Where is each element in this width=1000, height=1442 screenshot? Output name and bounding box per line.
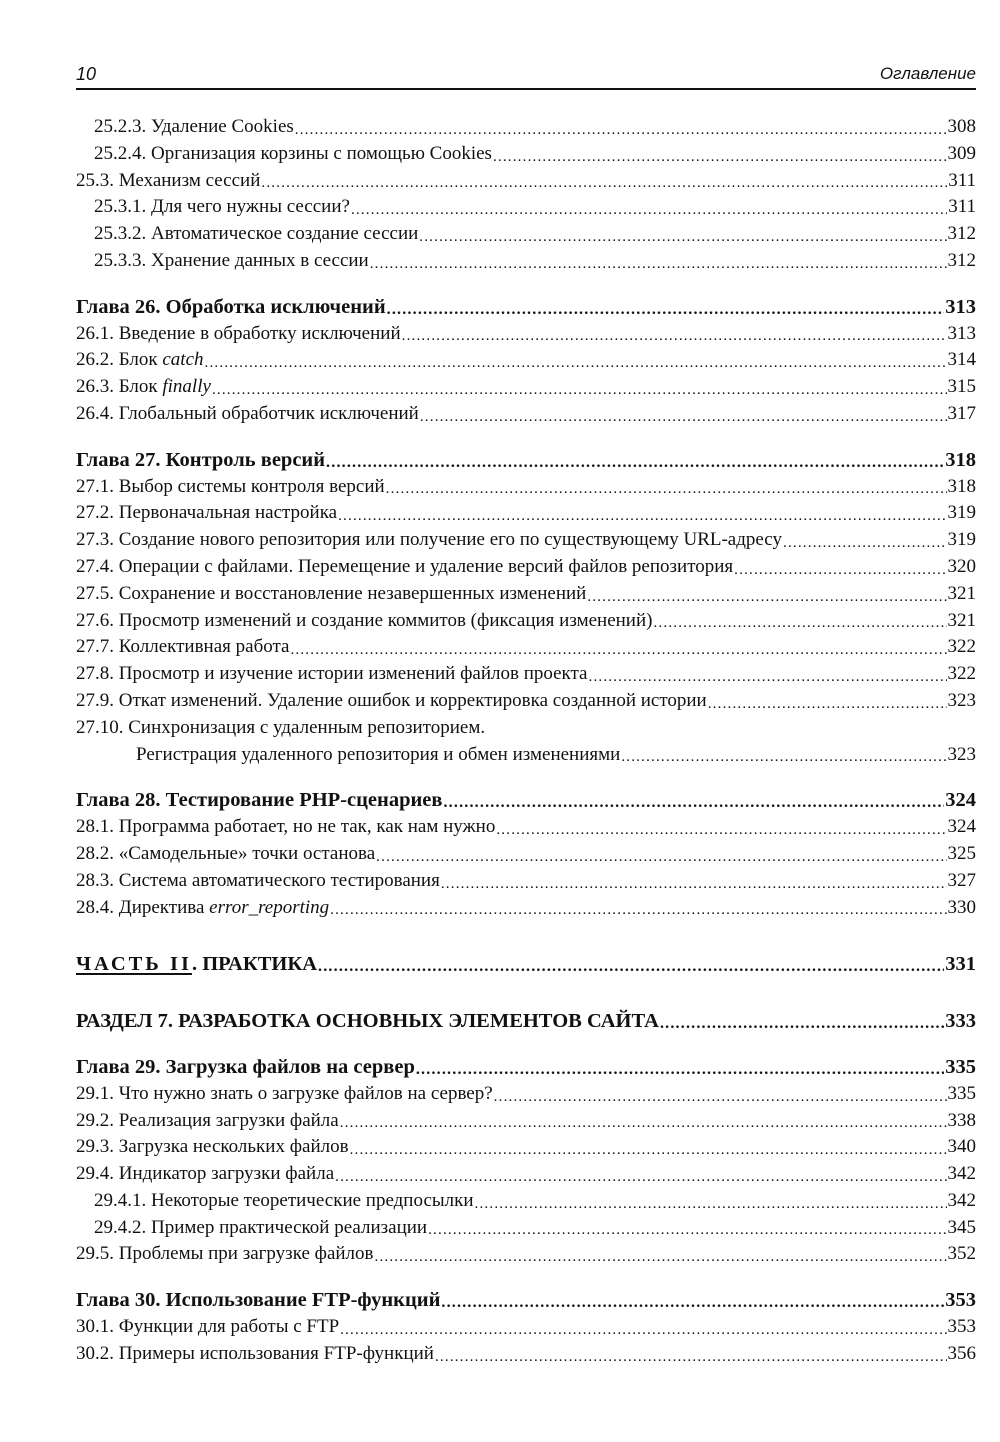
- page-header: [76, 62, 976, 90]
- dot-leader: [326, 452, 944, 474]
- dot-leader: [475, 1193, 947, 1215]
- dot-leader: [435, 1346, 947, 1368]
- toc-entry: 28.1. Программа работает, но не так, как нам нужно ..... 324: [76, 814, 976, 841]
- toc-entry: 29.4.1. Некоторые теоретические предпосылки ..... 342: [76, 1188, 976, 1215]
- table-of-contents: [76, 114, 976, 1368]
- toc-entry: 29.3. Загрузка нескольких файлов ..... 340: [76, 1134, 976, 1161]
- toc-entry: 30.1. Функции для работы с FTP ..... 353: [76, 1314, 976, 1341]
- toc-entry: 25.2.4. Организация корзины с помощью Cookies ..... 309: [76, 141, 976, 168]
- dot-leader: [335, 1166, 946, 1188]
- dot-leader: [589, 666, 947, 688]
- dot-leader: [375, 1246, 947, 1268]
- dot-leader: [261, 172, 947, 194]
- toc-entry: 30.2. Примеры использования FTP-функций ..... 356: [76, 1341, 976, 1368]
- dot-leader: [441, 873, 947, 895]
- dot-leader: [205, 352, 947, 374]
- dot-leader: [443, 792, 944, 814]
- toc-entry: 27.4. Операции с файлами. Перемещение и удаление версий файлов репозитория ..... 320: [76, 554, 976, 581]
- toc-entry: 26.2. Блок catch ..... 314: [76, 347, 976, 374]
- toc-chapter: Глава 28. Тестирование PHP-сценариев ..... 324: [76, 787, 976, 814]
- toc-entry: Регистрация удаленного репозитория и обмен изменениями ..... 323: [76, 742, 976, 769]
- running-title: Оглавление: [879, 64, 976, 83]
- toc-chapter: Глава 26. Обработка исключений ..... 313: [76, 294, 976, 321]
- dot-leader: [338, 505, 946, 527]
- toc-entry: 29.4.2. Пример практической реализации ..... 345: [76, 1215, 976, 1242]
- toc-entry: 25.3. Механизм сессий ..... 311: [76, 168, 976, 195]
- dot-leader: [386, 478, 947, 500]
- toc-entry: 29.5. Проблемы при загрузке файлов ..... 352: [76, 1241, 976, 1268]
- dot-leader: [330, 899, 946, 921]
- toc-entry: 26.4. Глобальный обработчик исключений ..... 317: [76, 401, 976, 428]
- dot-leader: [708, 693, 947, 715]
- toc-entry-line1: 27.10. Синхронизация с удаленным репозиторием.: [76, 716, 486, 738]
- dot-leader: [376, 846, 946, 868]
- toc-entry: 27.1. Выбор системы контроля версий ..... 318: [76, 474, 976, 501]
- dot-leader: [212, 379, 947, 401]
- toc-entry: 28.4. Директива error_reporting ..... 330: [76, 895, 976, 922]
- dot-leader: [493, 146, 947, 168]
- dot-leader: [587, 586, 946, 608]
- dot-leader: [783, 532, 947, 554]
- dot-leader: [416, 1059, 944, 1081]
- dot-leader: [494, 1086, 947, 1108]
- toc-entry: 29.1. Что нужно знать о загрузке файлов на сервер? ..... 335: [76, 1081, 976, 1108]
- page-number: 10: [76, 64, 97, 84]
- toc-section: РАЗДЕЛ 7. РАЗРАБОТКА ОСНОВНЫХ ЭЛЕМЕНТОВ САЙТА ..... 333: [76, 1008, 976, 1035]
- toc-entry: 29.2. Реализация загрузки файла ..... 338: [76, 1108, 976, 1135]
- dot-leader: [621, 746, 946, 768]
- dot-leader: [340, 1319, 946, 1341]
- dot-leader: [734, 559, 946, 581]
- toc-entry: 26.3. Блок finally ..... 315: [76, 374, 976, 401]
- toc-entry: 27.2. Первоначальная настройка ..... 319: [76, 500, 976, 527]
- toc-chapter: Глава 27. Контроль версий ..... 318: [76, 447, 976, 474]
- dot-leader: [653, 612, 946, 634]
- toc-entry: 25.3.2. Автоматическое создание сессии ..... 312: [76, 221, 976, 248]
- dot-leader: [350, 1139, 947, 1161]
- dot-leader: [370, 253, 947, 275]
- dot-leader: [340, 1112, 947, 1134]
- dot-leader: [387, 299, 945, 321]
- toc-entry: 28.3. Система автоматического тестирования ..... 327: [76, 868, 976, 895]
- toc-entry: 27.5. Сохранение и восстановление незавершенных изменений ..... 321: [76, 581, 976, 608]
- dot-leader: [351, 199, 947, 221]
- dot-leader: [295, 119, 947, 141]
- toc-entry: 26.1. Введение в обработку исключений ..... 313: [76, 321, 976, 348]
- dot-leader: [428, 1219, 946, 1241]
- toc-entry: 27.9. Откат изменений. Удаление ошибок и корректировка созданной истории ..... 323: [76, 688, 976, 715]
- dot-leader: [441, 1292, 944, 1314]
- toc-entry: 29.4. Индикатор загрузки файла ..... 342: [76, 1161, 976, 1188]
- toc-entry: 27.7. Коллективная работа ..... 322: [76, 634, 976, 661]
- dot-leader: [420, 406, 947, 428]
- toc-part: ЧАСТЬ II. ПРАКТИКА ..... 331: [76, 951, 976, 978]
- toc-entry: 25.3.1. Для чего нужны сессии? ..... 311: [76, 194, 976, 221]
- toc-entry: 27.6. Просмотр изменений и создание коммитов (фиксация изменений) ..... 321: [76, 608, 976, 635]
- dot-leader: [419, 226, 946, 248]
- toc-entry: 25.3.3. Хранение данных в сессии ..... 312: [76, 248, 976, 275]
- dot-leader: [660, 1013, 944, 1035]
- dot-leader: [290, 639, 946, 661]
- dot-leader: [318, 956, 944, 978]
- toc-chapter: Глава 29. Загрузка файлов на сервер ..... 335: [76, 1054, 976, 1081]
- toc-entry: 27.8. Просмотр и изучение истории изменений файлов проекта ..... 322: [76, 661, 976, 688]
- toc-entry: 28.2. «Самодельные» точки останова ..... 325: [76, 841, 976, 868]
- toc-entry: 27.3. Создание нового репозитория или получение его по существующему URL-адресу ..... 319: [76, 527, 976, 554]
- toc-chapter: Глава 30. Использование FTP-функций ..... 353: [76, 1287, 976, 1314]
- dot-leader: [496, 819, 946, 841]
- toc-entry: 25.2.3. Удаление Cookies ..... 308: [76, 114, 976, 141]
- dot-leader: [402, 325, 947, 347]
